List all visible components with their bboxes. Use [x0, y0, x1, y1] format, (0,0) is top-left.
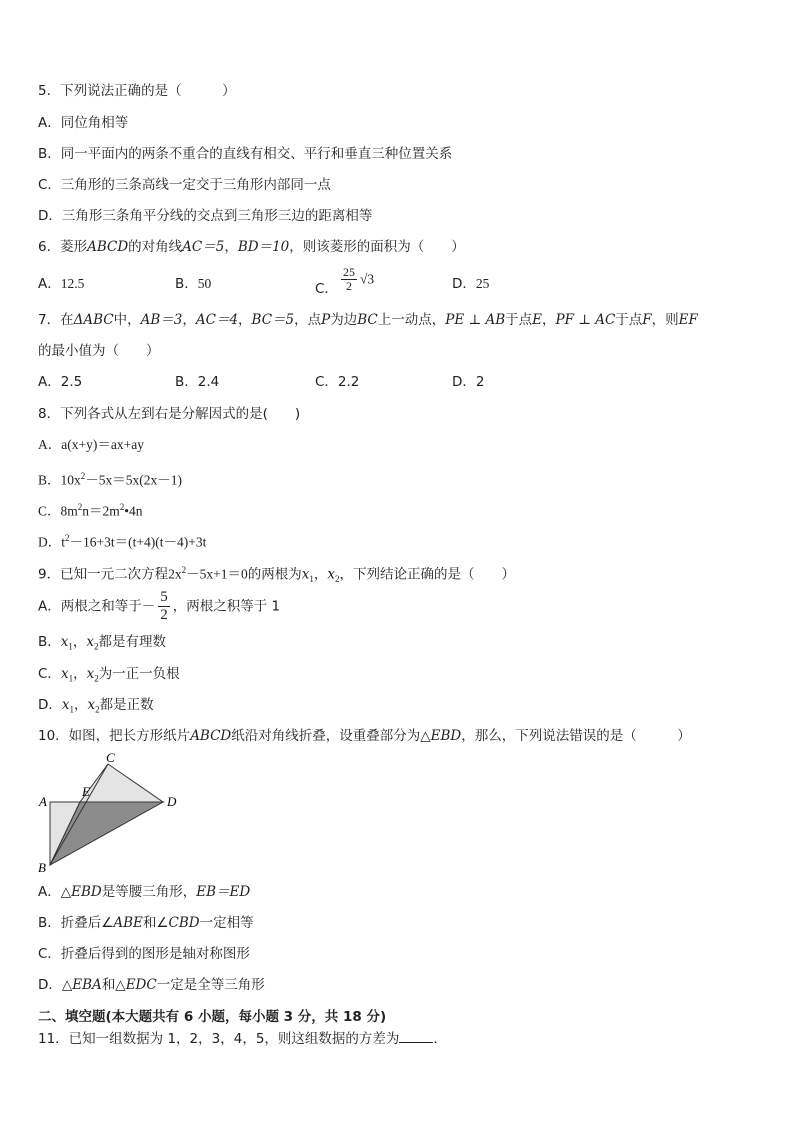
q8-option-b: B．$10x^2-5x=5x(2x-1)$: [38, 471, 183, 488]
sqrt-symbol: √3: [359, 271, 375, 287]
q11-stem: 11．已知一组数据为 1，2，3，4，5，则这组数据的方差为 ．: [38, 1031, 447, 1047]
q8-option-c: C．$8m^2n=2m^2•4n$: [38, 502, 143, 519]
q5-stem: 5．下列说法正确的是（ ）: [38, 83, 236, 99]
q9-fraction: $\frac{5}{2}$: [160, 589, 168, 623]
q10-stem: 10．如图，把长方形纸片ABCD纸沿对角线折叠，设重叠部分为△EBD，那么，下列说法错误的是（ ）: [38, 728, 691, 744]
q7-stem: 7．在ΔABC中，AB＝3，AC＝4，BC＝5，点P为边BC上一动点，PE ⊥ AB于点E，PF ⊥ AC于点F，则EF: [38, 312, 698, 328]
q7-option-c: C．2.2: [315, 374, 360, 390]
label-c: C: [106, 750, 115, 765]
q6-abcd: ABCD: [87, 239, 129, 255]
folded-rectangle-figure: [30, 750, 190, 875]
label-a: A: [39, 794, 47, 809]
q5-option-b: B．同一平面内的两条不重合的直线有相交、平行和垂直三种位置关系: [38, 146, 453, 162]
q10-option-b: B．折叠后∠ABE和∠CBD一定相等: [38, 915, 254, 931]
q9-option-d: D．$x_1$，$x_2$都是正数: [38, 697, 154, 715]
q5-option-d: D．三角形三条角平分线的交点到三角形三边的距离相等: [38, 208, 373, 224]
answer-blank[interactable]: [399, 1030, 433, 1043]
q6-option-b: B．50: [175, 276, 212, 292]
q6-fraction: $\frac{25}{2}$: [342, 265, 355, 293]
triangle-edc: [80, 764, 163, 802]
q5-option-c: C．三角形的三条高线一定交于三角形内部同一点: [38, 177, 331, 193]
q8-option-a: A．a(x+y)＝ax+ay: [38, 437, 144, 452]
q6-option-c: C． $\frac{25}{2}$ √3: [315, 265, 375, 297]
q10-option-c: C．折叠后得到的图形是轴对称图形: [38, 946, 250, 962]
q8-option-d: D．$t^2-16+3t=(t+4)(t-4)+3t$: [38, 533, 207, 550]
q6-option-d: D．25: [452, 276, 490, 292]
q6-text: 6．菱形: [38, 239, 88, 255]
q7-option-d: D．2: [452, 374, 485, 390]
q8-stem: 8．下列各式从左到右是分解因式的是( ): [38, 406, 301, 422]
q10-option-d: D．△EBA和△EDC一定是全等三角形: [38, 977, 265, 993]
q6-ac: AC＝5: [182, 239, 225, 255]
q7-option-b: B．2.4: [175, 374, 220, 390]
q6-option-a: A．12.5: [38, 276, 85, 292]
q7-stem-line2: 的最小值为（ ）: [38, 343, 160, 359]
q7-option-a: A．2.5: [38, 374, 83, 390]
q10-option-a: A．△EBD是等腰三角形，EB＝ED: [38, 884, 251, 900]
q6-text: 的对角线: [128, 239, 183, 255]
q9-option-b: B．$x_1$，$x_2$都是有理数: [38, 634, 167, 652]
q6-stem: [38, 238, 465, 256]
q6-text: ，: [224, 239, 238, 255]
q9-stem: 9．已知一元二次方程$2x^2-5x+1=0$的两根为$x_1$，$x_2$，下列结论正确的是（ ）: [38, 565, 515, 585]
label-e: E: [82, 784, 90, 799]
q9-option-c: C．$x_1$，$x_2$为一正一负根: [38, 666, 180, 684]
section-fill-in-heading: 二、填空题(本大题共有 6 小题，每小题 3 分，共 18 分): [38, 1009, 387, 1025]
q6-text: ，则该菱形的面积为（ ）: [289, 239, 465, 255]
q6-bd: BD＝10: [237, 239, 290, 255]
label-b: B: [38, 860, 46, 875]
q9-option-a: A．两根之和等于－ $\frac{5}{2}$ ，两根之积等于 1: [38, 589, 281, 623]
q5-option-a: A．同位角相等: [38, 115, 129, 131]
label-d: D: [167, 794, 177, 809]
